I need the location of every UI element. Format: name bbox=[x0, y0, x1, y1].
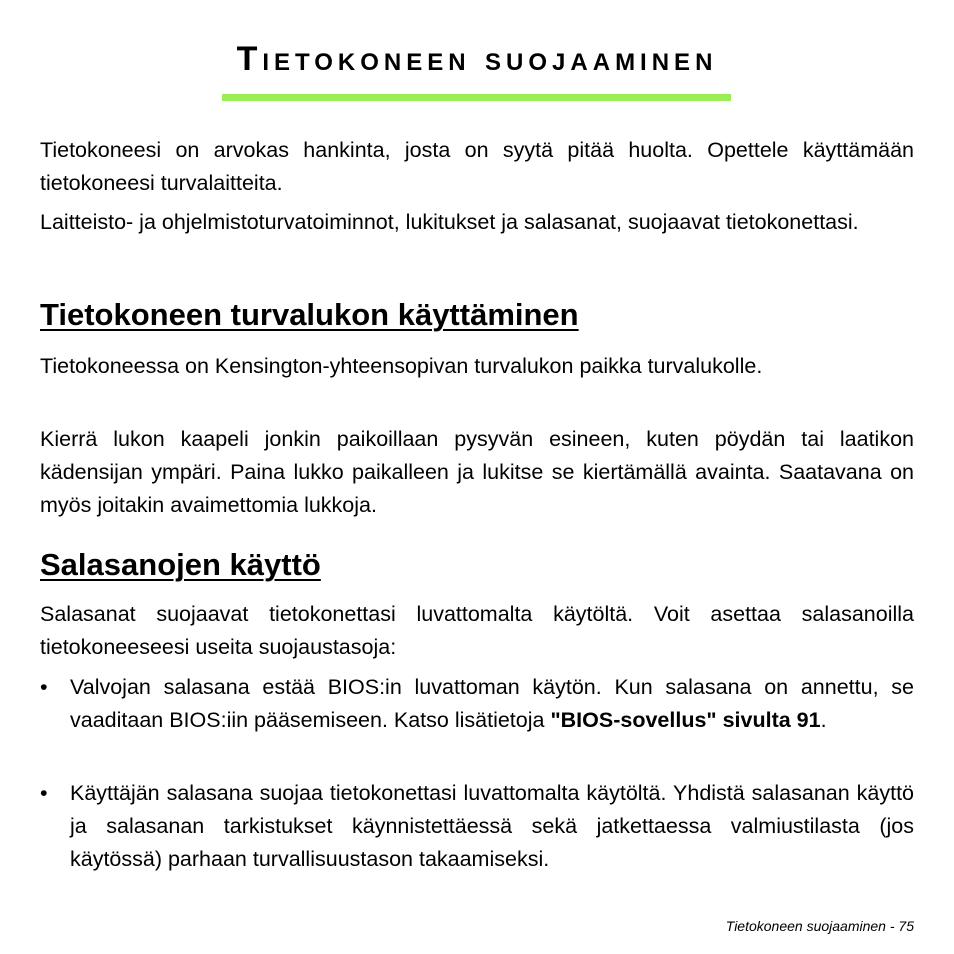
intro-paragraph-1: Tietokoneesi on arvokas hankinta, josta on syytä pitää huolta. Opettele käyttämään tietokoneesi turvalaitteita. bbox=[40, 138, 914, 195]
list-item-text: Käyttäjän salasana suojaa tietokonettasi luvattomalta käytöltä. Yhdistä salasanan käyttö ja salasanan tarkistukset käynnistettäessä sekä jatkettaessa valmiustilasta (jos käytössä) parhaan turvallisuustason takaamiseksi. bbox=[70, 781, 914, 871]
intro-paragraph-2: Laitteisto- ja ohjelmistoturvatoiminnot, lukitukset ja salasanat, suojaavat tietokonettasi. bbox=[40, 210, 859, 234]
list-item-text: Valvojan salasana estää BIOS:in luvattoman käytön. Kun salasana on annettu, se vaaditaan BIOS:iin pääsemiseen. Katso lisätietoja "BIOS-sovellus" sivulta 91. bbox=[70, 675, 914, 732]
bullet-marker: • bbox=[40, 675, 48, 699]
footer-section-name: Tietokoneen suojaaminen - bbox=[725, 918, 895, 934]
section-heading-security-lock: Tietokoneen turvalukon käyttäminen bbox=[40, 297, 579, 332]
lock-paragraph-1: Tietokoneessa on Kensington-yhteensopivan turvalukon paikka turvalukolle. bbox=[40, 354, 763, 378]
title-underline-rule bbox=[222, 94, 731, 101]
bullet-marker: • bbox=[40, 781, 48, 805]
page-footer bbox=[726, 916, 914, 936]
footer-page-number: 75 bbox=[898, 918, 914, 934]
list-item-supervisor-password bbox=[40, 671, 914, 737]
bios-cross-reference-link[interactable]: "BIOS-sovellus" sivulta 91 bbox=[550, 708, 821, 732]
passwords-paragraph-1: Salasanat suojaavat tietokonettasi luvattomalta käytöltä. Voit asettaa salasanoilla tietokoneeseesi useita suojaustasoja: bbox=[40, 602, 914, 659]
section-heading-passwords: Salasanojen käyttö bbox=[40, 547, 321, 582]
lock-paragraph-2: Kierrä lukon kaapeli jonkin paikoillaan pysyvän esineen, kuten pöydän tai laatikon kädensijan ympäri. Paina lukko paikalleen ja lukitse se kiertämällä avainta. Saatavana on myös joitakin avaimettomia lukkoja. bbox=[40, 427, 914, 517]
page-title: Tietokoneen suojaaminen bbox=[236, 40, 718, 78]
list-item-user-password bbox=[40, 777, 914, 876]
